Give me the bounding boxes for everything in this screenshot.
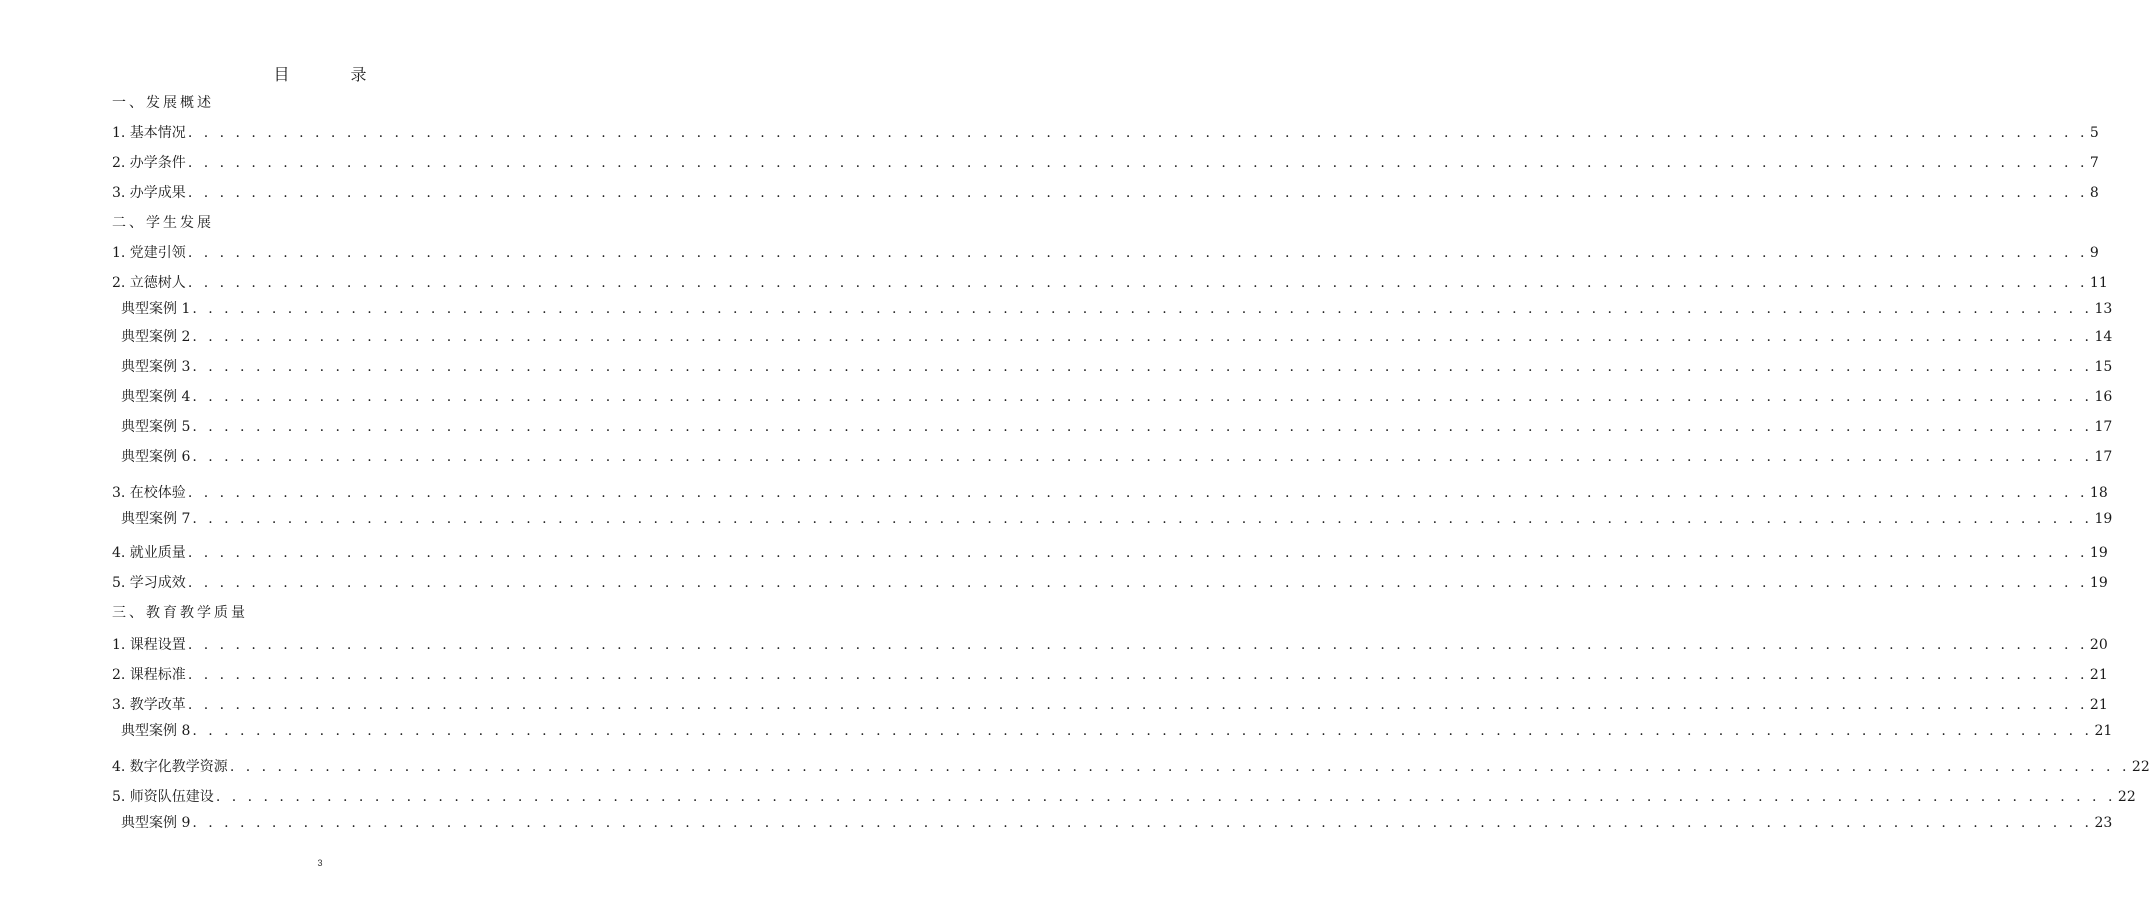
toc-entry-label: 2. 课程标准 [112,667,186,683]
toc-leader-dots: . . . . . . . . . . . . . . . . . . . . . . . . . . . . . . . . . . . . . . . . . . . . . . . . . . . . . . . . . . . . . . . . . . . . . . . . . . . . . . . . . . . . . . . . . . . . . . . . . . . . . . . . . . . . . . . . . . . . . . . . [229,759,2130,775]
toc-entry-label: 典型案例 7 [121,511,191,527]
toc-entry-page: 23 [2094,815,2113,831]
toc-entry-page: 20 [2089,637,2108,653]
toc-entry-label: 典型案例 2 [121,329,191,345]
toc-leader-dots: . . . . . . . . . . . . . . . . . . . . . . . . . . . . . . . . . . . . . . . . . . . . . . . . . . . . . . . . . . . . . . . . . . . . . . . . . . . . . . . . . . . . . . . . . . . . . . . . . . . . . . . . . . . . . . . . . . . . . . . . [215,789,2116,805]
toc-entry [121,812,2113,834]
toc-entry-label: 1. 党建引领 [112,245,186,261]
toc-entry-page: 8 [2089,185,2099,201]
toc-entry-page: 17 [2094,449,2113,465]
toc-entry [121,326,2113,348]
toc-entry-label: 4. 就业质量 [112,545,186,561]
toc-entry-label: 3. 办学成果 [112,185,186,201]
toc-entry-page: 9 [2089,245,2099,261]
toc-entry [112,634,2108,656]
toc-entry-label: 典型案例 5 [121,419,191,435]
toc-entry-label: 3. 教学改革 [112,697,186,713]
toc-entry-label: 1. 课程设置 [112,637,186,653]
toc-entry [112,542,2108,564]
toc-leader-dots: . . . . . . . . . . . . . . . . . . . . . . . . . . . . . . . . . . . . . . . . . . . . . . . . . . . . . . . . . . . . . . . . . . . . . . . . . . . . . . . . . . . . . . . . . . . . . . . . . . . . . . . . . . . . . . . . . . . . . . . . [187,637,2088,653]
toc-entry [121,386,2113,408]
toc-entry [121,508,2113,530]
toc-entry [112,182,2099,204]
toc-entry-page: 22 [2117,789,2136,805]
toc-entry-label: 2. 立德树人 [112,275,186,291]
toc-entry [112,482,2108,504]
toc-entry-label: 一、发展概述 [112,95,214,111]
toc-entry [112,664,2108,686]
toc-heading [112,92,512,114]
toc-heading [112,602,512,624]
toc-title: 目 录 [273,65,395,84]
toc-leader-dots: . . . . . . . . . . . . . . . . . . . . . . . . . . . . . . . . . . . . . . . . . . . . . . . . . . . . . . . . . . . . . . . . . . . . . . . . . . . . . . . . . . . . . . . . . . . . . . . . . . . . . . . . . . . . . . . . . . . . . . . . [187,485,2088,501]
toc-leader-dots: . . . . . . . . . . . . . . . . . . . . . . . . . . . . . . . . . . . . . . . . . . . . . . . . . . . . . . . . . . . . . . . . . . . . . . . . . . . . . . . . . . . . . . . . . . . . . . . . . . . . . . . . . . . . . . . . . . . . . . . . [192,389,2093,405]
toc-leader-dots: . . . . . . . . . . . . . . . . . . . . . . . . . . . . . . . . . . . . . . . . . . . . . . . . . . . . . . . . . . . . . . . . . . . . . . . . . . . . . . . . . . . . . . . . . . . . . . . . . . . . . . . . . . . . . . . . . . . . . . . . [187,155,2088,171]
toc-entry-label: 典型案例 3 [121,359,191,375]
page-number: 3 [317,858,323,868]
toc-entry-page: 19 [2089,545,2108,561]
toc-entry-page: 11 [2089,275,2108,291]
toc-leader-dots: . . . . . . . . . . . . . . . . . . . . . . . . . . . . . . . . . . . . . . . . . . . . . . . . . . . . . . . . . . . . . . . . . . . . . . . . . . . . . . . . . . . . . . . . . . . . . . . . . . . . . . . . . . . . . . . . . . . . . . . . [187,245,2088,261]
toc-entry-label: 4. 数字化教学资源 [112,759,228,775]
toc-entry [121,356,2113,378]
toc-entry-label: 典型案例 1 [121,301,191,317]
toc-entry-page: 19 [2094,511,2113,527]
toc-entry [121,298,2113,320]
toc-leader-dots: . . . . . . . . . . . . . . . . . . . . . . . . . . . . . . . . . . . . . . . . . . . . . . . . . . . . . . . . . . . . . . . . . . . . . . . . . . . . . . . . . . . . . . . . . . . . . . . . . . . . . . . . . . . . . . . . . . . . . . . . [187,545,2088,561]
toc-entry-label: 5. 学习成效 [112,575,186,591]
toc-entry-page: 14 [2094,329,2113,345]
toc-leader-dots: . . . . . . . . . . . . . . . . . . . . . . . . . . . . . . . . . . . . . . . . . . . . . . . . . . . . . . . . . . . . . . . . . . . . . . . . . . . . . . . . . . . . . . . . . . . . . . . . . . . . . . . . . . . . . . . . . . . . . . . . [192,815,2093,831]
toc-leader-dots: . . . . . . . . . . . . . . . . . . . . . . . . . . . . . . . . . . . . . . . . . . . . . . . . . . . . . . . . . . . . . . . . . . . . . . . . . . . . . . . . . . . . . . . . . . . . . . . . . . . . . . . . . . . . . . . . . . . . . . . . [192,449,2093,465]
toc-entry [112,122,2099,144]
toc-leader-dots: . . . . . . . . . . . . . . . . . . . . . . . . . . . . . . . . . . . . . . . . . . . . . . . . . . . . . . . . . . . . . . . . . . . . . . . . . . . . . . . . . . . . . . . . . . . . . . . . . . . . . . . . . . . . . . . . . . . . . . . . [187,125,2088,141]
toc-entry [112,272,2108,294]
toc-entry-label: 5. 师资队伍建设 [112,789,214,805]
toc-entry [112,756,2150,778]
toc-entry [112,242,2099,264]
toc-entry-label: 二、学生发展 [112,215,214,231]
toc-entry [112,572,2108,594]
toc-entry [112,152,2099,174]
toc-leader-dots: . . . . . . . . . . . . . . . . . . . . . . . . . . . . . . . . . . . . . . . . . . . . . . . . . . . . . . . . . . . . . . . . . . . . . . . . . . . . . . . . . . . . . . . . . . . . . . . . . . . . . . . . . . . . . . . . . . . . . . . . [187,275,2088,291]
toc-leader-dots: . . . . . . . . . . . . . . . . . . . . . . . . . . . . . . . . . . . . . . . . . . . . . . . . . . . . . . . . . . . . . . . . . . . . . . . . . . . . . . . . . . . . . . . . . . . . . . . . . . . . . . . . . . . . . . . . . . . . . . . . [192,511,2093,527]
toc-entry [121,446,2113,468]
toc-entry-label: 三、教育教学质量 [112,605,248,621]
toc-entry [112,694,2108,716]
toc-entry-label: 典型案例 8 [121,723,191,739]
toc-leader-dots: . . . . . . . . . . . . . . . . . . . . . . . . . . . . . . . . . . . . . . . . . . . . . . . . . . . . . . . . . . . . . . . . . . . . . . . . . . . . . . . . . . . . . . . . . . . . . . . . . . . . . . . . . . . . . . . . . . . . . . . . [192,723,2093,739]
toc-entry-label: 典型案例 6 [121,449,191,465]
toc-entry-page: 22 [2131,759,2150,775]
toc-entry-page: 21 [2089,697,2108,713]
toc-leader-dots: . . . . . . . . . . . . . . . . . . . . . . . . . . . . . . . . . . . . . . . . . . . . . . . . . . . . . . . . . . . . . . . . . . . . . . . . . . . . . . . . . . . . . . . . . . . . . . . . . . . . . . . . . . . . . . . . . . . . . . . . [187,575,2088,591]
toc-entry-label: 1. 基本情况 [112,125,186,141]
toc-entry-page: 17 [2094,419,2113,435]
toc-entry-page: 19 [2089,575,2108,591]
toc-entry [121,720,2113,742]
toc-entry-page: 16 [2094,389,2113,405]
toc-leader-dots: . . . . . . . . . . . . . . . . . . . . . . . . . . . . . . . . . . . . . . . . . . . . . . . . . . . . . . . . . . . . . . . . . . . . . . . . . . . . . . . . . . . . . . . . . . . . . . . . . . . . . . . . . . . . . . . . . . . . . . . . [192,359,2093,375]
toc-heading [112,212,512,234]
toc-entry-page: 18 [2089,485,2108,501]
toc-entry-page: 21 [2094,723,2113,739]
toc-leader-dots: . . . . . . . . . . . . . . . . . . . . . . . . . . . . . . . . . . . . . . . . . . . . . . . . . . . . . . . . . . . . . . . . . . . . . . . . . . . . . . . . . . . . . . . . . . . . . . . . . . . . . . . . . . . . . . . . . . . . . . . . [187,185,2088,201]
toc-entry-page: 13 [2094,301,2113,317]
toc-leader-dots: . . . . . . . . . . . . . . . . . . . . . . . . . . . . . . . . . . . . . . . . . . . . . . . . . . . . . . . . . . . . . . . . . . . . . . . . . . . . . . . . . . . . . . . . . . . . . . . . . . . . . . . . . . . . . . . . . . . . . . . . [192,419,2093,435]
toc-leader-dots: . . . . . . . . . . . . . . . . . . . . . . . . . . . . . . . . . . . . . . . . . . . . . . . . . . . . . . . . . . . . . . . . . . . . . . . . . . . . . . . . . . . . . . . . . . . . . . . . . . . . . . . . . . . . . . . . . . . . . . . . [192,301,2093,317]
toc-entry-label: 典型案例 4 [121,389,191,405]
toc-entry-page: 15 [2094,359,2113,375]
toc-leader-dots: . . . . . . . . . . . . . . . . . . . . . . . . . . . . . . . . . . . . . . . . . . . . . . . . . . . . . . . . . . . . . . . . . . . . . . . . . . . . . . . . . . . . . . . . . . . . . . . . . . . . . . . . . . . . . . . . . . . . . . . . [192,329,2093,345]
toc-leader-dots: . . . . . . . . . . . . . . . . . . . . . . . . . . . . . . . . . . . . . . . . . . . . . . . . . . . . . . . . . . . . . . . . . . . . . . . . . . . . . . . . . . . . . . . . . . . . . . . . . . . . . . . . . . . . . . . . . . . . . . . . [187,697,2088,713]
toc-entry-page: 21 [2089,667,2108,683]
toc-entry [121,416,2113,438]
toc-entry-page: 5 [2089,125,2099,141]
toc-entry-label: 典型案例 9 [121,815,191,831]
toc-entry-label: 2. 办学条件 [112,155,186,171]
toc-leader-dots: . . . . . . . . . . . . . . . . . . . . . . . . . . . . . . . . . . . . . . . . . . . . . . . . . . . . . . . . . . . . . . . . . . . . . . . . . . . . . . . . . . . . . . . . . . . . . . . . . . . . . . . . . . . . . . . . . . . . . . . . [187,667,2088,683]
toc-entry [112,786,2136,808]
toc-entry-page: 7 [2089,155,2099,171]
toc-entry-label: 3. 在校体验 [112,485,186,501]
